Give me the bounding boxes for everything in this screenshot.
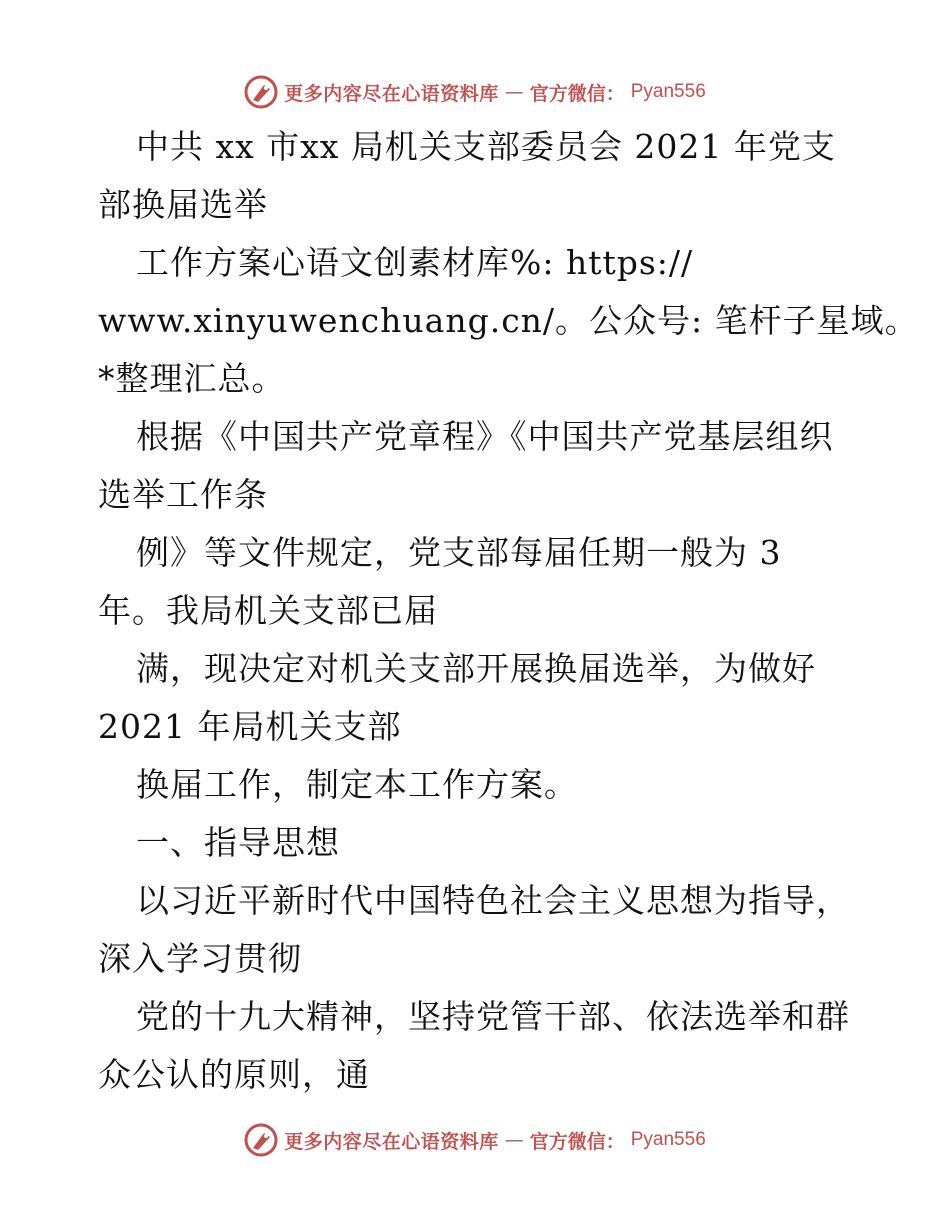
banner-wechat-id: Pyan556 [630,1129,706,1150]
paragraph-line: 例》等文件规定，党支部每届任期一般为 3 [136,533,782,572]
banner-content [244,1123,706,1157]
paragraph-line: 党的十九大精神，坚持党管干部、依法选举和群 [136,997,850,1036]
header-watermark-banner [0,70,950,114]
paragraph-line: 2021 年局机关支部 [98,707,402,746]
paragraph-line: 年。我局机关支部已届 [98,591,438,630]
footer-watermark-banner [0,1118,950,1162]
pen-nib-logo-icon [244,1123,278,1157]
banner-wechat-label: 官方微信： [529,1130,625,1153]
paragraph-line: 深入学习贯彻 [98,939,302,978]
paragraph-line: 众公认的原则，通 [98,1055,370,1094]
paragraph-line: 满，现决定对机关支部开展换届选举，为做好 [136,649,816,688]
source-line-3: *整理汇总。 [98,359,286,398]
title-line-1: 中共 xx 市xx 局机关支部委员会 2021 年党支 [136,127,836,166]
paragraph-line: 换届工作，制定本工作方案。 [136,765,578,804]
source-line-1: 工作方案心语文创素材库%: https:// [136,243,694,282]
banner-content [244,75,706,109]
paragraph-line: 根据《中国共产党章程》《中国共产党基层组织 [136,417,834,456]
title-line-2: 部换届选举 [98,185,268,224]
paragraph-line: 以习近平新时代中国特色社会主义思想为指导， [136,881,850,920]
paragraph-line: 选举工作条 [98,475,268,514]
banner-slogan: 更多内容尽在心语资料库 [284,1130,499,1153]
banner-separator: — [504,1129,524,1151]
document-body [98,118,919,1104]
pen-nib-logo-icon [244,75,278,109]
source-line-2: www.xinyuwenchuang.cn/。公众号: 笔杆子星域。 [98,301,919,340]
banner-separator: — [504,81,524,103]
banner-wechat-label: 官方微信： [529,82,625,105]
section-heading: 一、指导思想 [136,823,340,862]
banner-slogan: 更多内容尽在心语资料库 [284,82,499,105]
banner-wechat-id: Pyan556 [630,81,706,102]
